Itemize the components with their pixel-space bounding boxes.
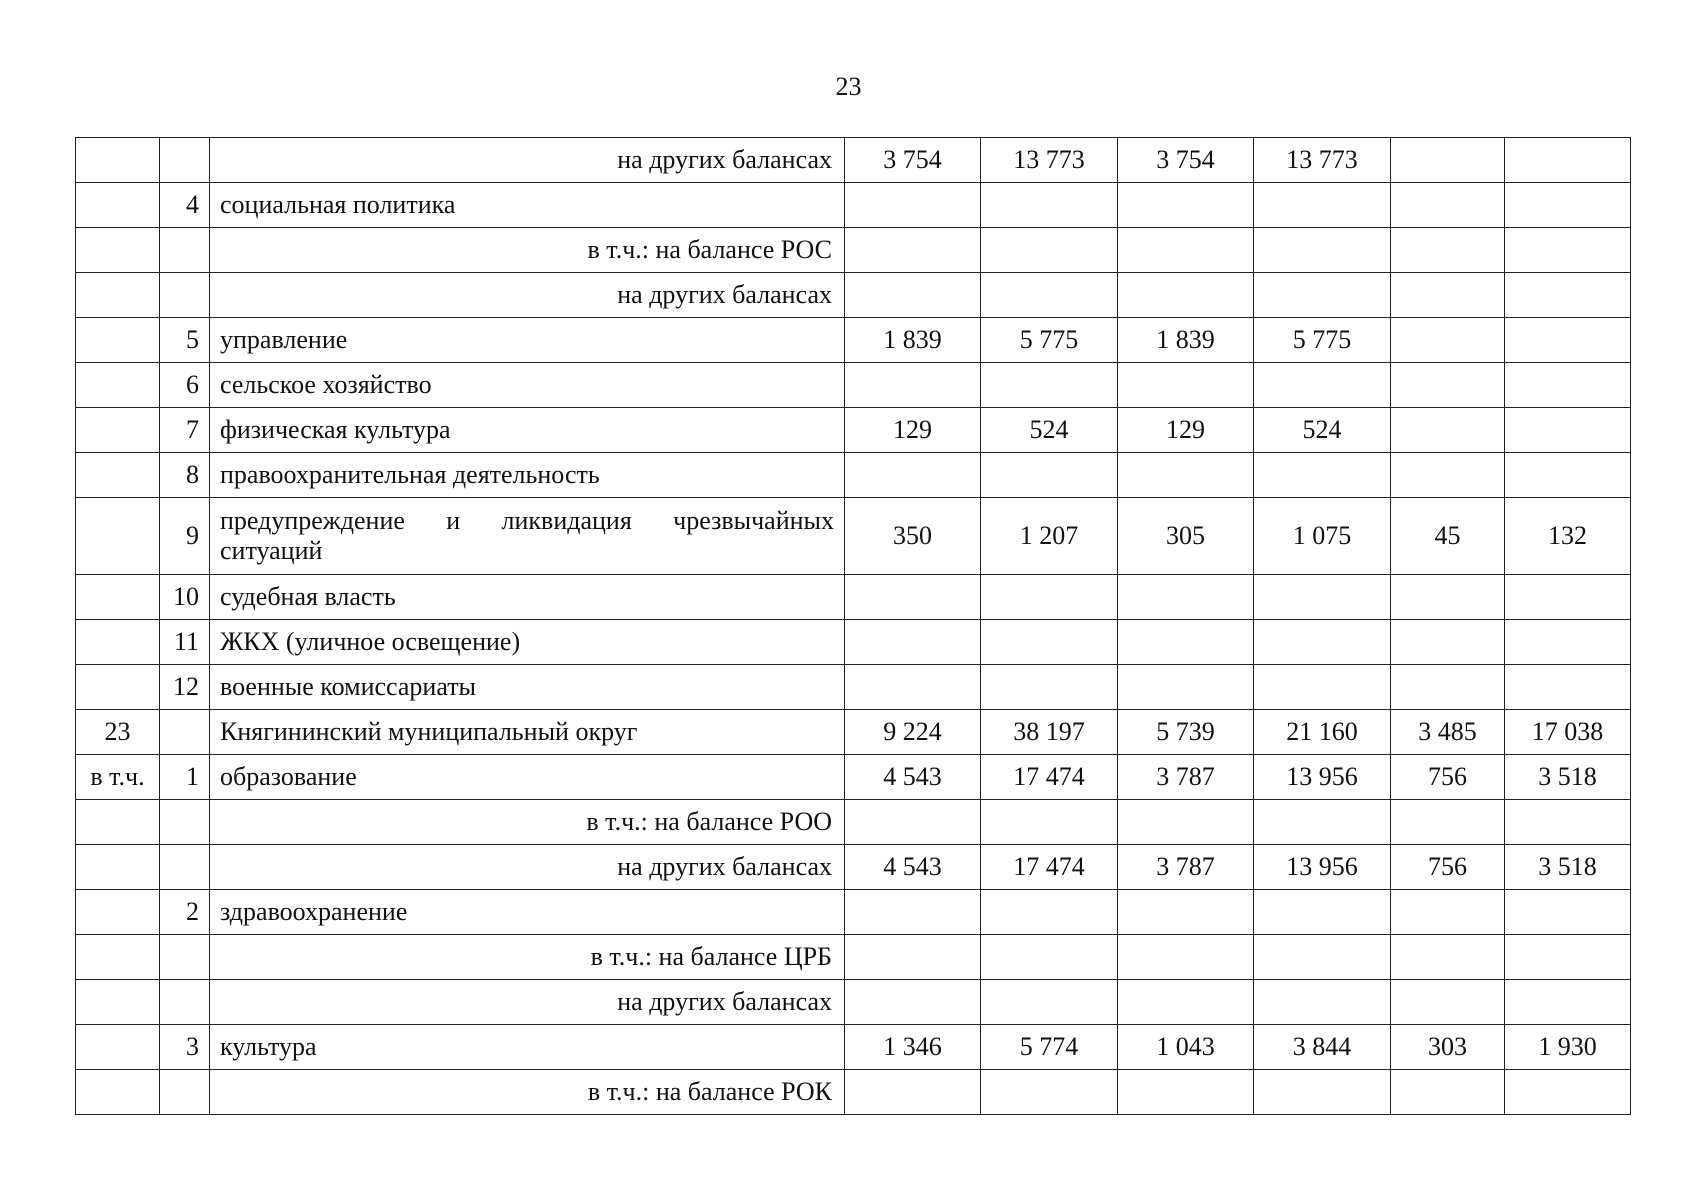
- row-number-cell: 3: [160, 1025, 210, 1070]
- value-cell: [1505, 665, 1631, 710]
- value-cell: [1505, 980, 1631, 1025]
- row-group-cell: [76, 665, 160, 710]
- row-name-cell: в т.ч.: на балансе РОК: [210, 1070, 845, 1115]
- value-cell: 3 844: [1254, 1025, 1391, 1070]
- value-cell: [1118, 453, 1254, 498]
- value-cell: [1118, 980, 1254, 1025]
- value-cell: [1254, 1070, 1391, 1115]
- row-number-cell: 2: [160, 890, 210, 935]
- row-number-cell: 1: [160, 755, 210, 800]
- table-row: [76, 890, 1631, 935]
- value-cell: 350: [845, 498, 981, 575]
- row-number-cell: [160, 1070, 210, 1115]
- value-cell: [981, 980, 1118, 1025]
- value-cell: 9 224: [845, 710, 981, 755]
- row-group-cell: [76, 228, 160, 273]
- value-cell: 5 775: [1254, 318, 1391, 363]
- value-cell: 524: [1254, 408, 1391, 453]
- value-cell: [981, 800, 1118, 845]
- value-cell: 756: [1391, 755, 1505, 800]
- value-cell: [1254, 575, 1391, 620]
- value-cell: 5 739: [1118, 710, 1254, 755]
- value-cell: 3 754: [1118, 138, 1254, 183]
- row-group-cell: [76, 408, 160, 453]
- value-cell: [1391, 575, 1505, 620]
- value-cell: [1505, 800, 1631, 845]
- value-cell: [1391, 800, 1505, 845]
- table-row: [76, 408, 1631, 453]
- value-cell: 17 038: [1505, 710, 1631, 755]
- row-name-cell: на других балансах: [210, 273, 845, 318]
- row-number-cell: [160, 273, 210, 318]
- table-row: [76, 980, 1631, 1025]
- value-cell: 5 775: [981, 318, 1118, 363]
- row-number-cell: [160, 980, 210, 1025]
- value-cell: 13 956: [1254, 845, 1391, 890]
- row-name-cell: на других балансах: [210, 138, 845, 183]
- value-cell: 1 839: [845, 318, 981, 363]
- value-cell: [1254, 890, 1391, 935]
- value-cell: [1254, 620, 1391, 665]
- value-cell: [981, 363, 1118, 408]
- value-cell: [1118, 363, 1254, 408]
- row-name-cell: правоохранительная деятельность: [210, 453, 845, 498]
- value-cell: 13 773: [1254, 138, 1391, 183]
- row-name-cell: военные комиссариаты: [210, 665, 845, 710]
- value-cell: 1 207: [981, 498, 1118, 575]
- value-cell: 3 485: [1391, 710, 1505, 755]
- value-cell: 756: [1391, 845, 1505, 890]
- value-cell: [1118, 890, 1254, 935]
- row-name-cell: в т.ч.: на балансе РОО: [210, 800, 845, 845]
- value-cell: [1254, 935, 1391, 980]
- value-cell: [981, 1070, 1118, 1115]
- row-name-cell: физическая культура: [210, 408, 845, 453]
- row-group-cell: [76, 1025, 160, 1070]
- row-group-cell: [76, 980, 160, 1025]
- table-row: [76, 453, 1631, 498]
- table-row: [76, 498, 1631, 575]
- value-cell: [1118, 935, 1254, 980]
- table-row: [76, 665, 1631, 710]
- row-number-cell: [160, 845, 210, 890]
- value-cell: 4 543: [845, 845, 981, 890]
- value-cell: [1391, 408, 1505, 453]
- value-cell: [1118, 1070, 1254, 1115]
- value-cell: [845, 935, 981, 980]
- value-cell: [1505, 890, 1631, 935]
- row-number-cell: 6: [160, 363, 210, 408]
- row-group-cell: [76, 935, 160, 980]
- value-cell: [1391, 273, 1505, 318]
- value-cell: [845, 800, 981, 845]
- value-cell: [1254, 665, 1391, 710]
- table-row: [76, 273, 1631, 318]
- table-row: [76, 575, 1631, 620]
- row-group-cell: [76, 890, 160, 935]
- table-row: [76, 228, 1631, 273]
- value-cell: 3 787: [1118, 755, 1254, 800]
- row-group-cell: [76, 498, 160, 575]
- value-cell: [1254, 980, 1391, 1025]
- value-cell: [1505, 318, 1631, 363]
- value-cell: [981, 620, 1118, 665]
- value-cell: [981, 665, 1118, 710]
- row-number-cell: 10: [160, 575, 210, 620]
- value-cell: [845, 453, 981, 498]
- row-name-cell: Княгининский муниципальный округ: [210, 710, 845, 755]
- value-cell: 4 543: [845, 755, 981, 800]
- page-number: 23: [835, 72, 862, 101]
- table-row: [76, 800, 1631, 845]
- row-number-cell: 5: [160, 318, 210, 363]
- value-cell: 303: [1391, 1025, 1505, 1070]
- value-cell: 1 075: [1254, 498, 1391, 575]
- table-row: [76, 710, 1631, 755]
- value-cell: [1391, 890, 1505, 935]
- row-group-cell: [76, 138, 160, 183]
- value-cell: 21 160: [1254, 710, 1391, 755]
- value-cell: 3 518: [1505, 755, 1631, 800]
- value-cell: [1391, 228, 1505, 273]
- row-number-cell: [160, 935, 210, 980]
- value-cell: [1254, 453, 1391, 498]
- value-cell: [1505, 138, 1631, 183]
- value-cell: [1391, 453, 1505, 498]
- value-cell: 17 474: [981, 845, 1118, 890]
- row-group-cell: [76, 575, 160, 620]
- value-cell: 1 043: [1118, 1025, 1254, 1070]
- value-cell: [1505, 575, 1631, 620]
- table-row: [76, 318, 1631, 363]
- table-row: [76, 1025, 1631, 1070]
- row-name-cell: на других балансах: [210, 980, 845, 1025]
- value-cell: [1391, 935, 1505, 980]
- value-cell: [845, 575, 981, 620]
- row-name-cell: ЖКХ (уличное освещение): [210, 620, 845, 665]
- value-cell: [1254, 800, 1391, 845]
- value-cell: [845, 980, 981, 1025]
- row-number-cell: 4: [160, 183, 210, 228]
- value-cell: [845, 890, 981, 935]
- value-cell: [1118, 800, 1254, 845]
- row-number-cell: [160, 710, 210, 755]
- row-name-cell: в т.ч.: на балансе РОС: [210, 228, 845, 273]
- value-cell: [1118, 665, 1254, 710]
- value-cell: [1118, 620, 1254, 665]
- value-cell: [1118, 228, 1254, 273]
- table-row: [76, 935, 1631, 980]
- value-cell: 45: [1391, 498, 1505, 575]
- row-group-cell: [76, 620, 160, 665]
- value-cell: [981, 453, 1118, 498]
- value-cell: [1391, 980, 1505, 1025]
- value-cell: [845, 273, 981, 318]
- value-cell: 129: [1118, 408, 1254, 453]
- value-cell: [1118, 575, 1254, 620]
- value-cell: [1391, 665, 1505, 710]
- value-cell: [845, 620, 981, 665]
- data-table: [75, 137, 1631, 1115]
- row-number-cell: [160, 228, 210, 273]
- value-cell: 1 930: [1505, 1025, 1631, 1070]
- row-name-cell: культура: [210, 1025, 845, 1070]
- row-number-cell: 11: [160, 620, 210, 665]
- value-cell: 132: [1505, 498, 1631, 575]
- row-group-cell: [76, 183, 160, 228]
- row-name-cell: управление: [210, 318, 845, 363]
- row-number-cell: [160, 138, 210, 183]
- row-group-cell: [76, 273, 160, 318]
- value-cell: [845, 228, 981, 273]
- value-cell: [1505, 453, 1631, 498]
- value-cell: 3 754: [845, 138, 981, 183]
- row-number-cell: 8: [160, 453, 210, 498]
- table-row: [76, 138, 1631, 183]
- table-row: [76, 755, 1631, 800]
- table-row: [76, 183, 1631, 228]
- row-name-cell: образование: [210, 755, 845, 800]
- value-cell: [1254, 363, 1391, 408]
- value-cell: 13 773: [981, 138, 1118, 183]
- value-cell: [1391, 138, 1505, 183]
- value-cell: [981, 890, 1118, 935]
- value-cell: [1254, 228, 1391, 273]
- row-group-cell: [76, 845, 160, 890]
- row-number-cell: 7: [160, 408, 210, 453]
- value-cell: [1505, 1070, 1631, 1115]
- row-group-cell: [76, 318, 160, 363]
- row-number-cell: 12: [160, 665, 210, 710]
- value-cell: [1254, 183, 1391, 228]
- value-cell: 17 474: [981, 755, 1118, 800]
- value-cell: 1 346: [845, 1025, 981, 1070]
- row-name-cell: в т.ч.: на балансе ЦРБ: [210, 935, 845, 980]
- value-cell: [1505, 363, 1631, 408]
- row-name-cell: сельское хозяйство: [210, 363, 845, 408]
- row-name-cell: социальная политика: [210, 183, 845, 228]
- value-cell: [1391, 1070, 1505, 1115]
- value-cell: [1391, 363, 1505, 408]
- row-name-cell: здравоохранение: [210, 890, 845, 935]
- row-number-cell: 9: [160, 498, 210, 575]
- row-group-cell: в т.ч.: [76, 755, 160, 800]
- value-cell: 38 197: [981, 710, 1118, 755]
- value-cell: 1 839: [1118, 318, 1254, 363]
- value-cell: [845, 183, 981, 228]
- row-group-cell: 23: [76, 710, 160, 755]
- value-cell: [981, 228, 1118, 273]
- value-cell: [845, 363, 981, 408]
- value-cell: [981, 273, 1118, 318]
- table-row: [76, 845, 1631, 890]
- value-cell: 5 774: [981, 1025, 1118, 1070]
- value-cell: [1505, 228, 1631, 273]
- value-cell: [1118, 273, 1254, 318]
- row-name-cell: судебная власть: [210, 575, 845, 620]
- value-cell: 305: [1118, 498, 1254, 575]
- value-cell: 524: [981, 408, 1118, 453]
- value-cell: [845, 665, 981, 710]
- value-cell: [981, 183, 1118, 228]
- value-cell: [1505, 408, 1631, 453]
- value-cell: [1505, 620, 1631, 665]
- row-group-cell: [76, 453, 160, 498]
- value-cell: [1505, 935, 1631, 980]
- row-name-cell: предупреждение и ликвидация чрезвычайных ситуаций: [210, 498, 845, 575]
- value-cell: [1391, 620, 1505, 665]
- row-group-cell: [76, 800, 160, 845]
- value-cell: 3 518: [1505, 845, 1631, 890]
- table-row: [76, 363, 1631, 408]
- value-cell: [1391, 183, 1505, 228]
- value-cell: 13 956: [1254, 755, 1391, 800]
- table-row: [76, 1070, 1631, 1115]
- value-cell: [1391, 318, 1505, 363]
- value-cell: [981, 935, 1118, 980]
- value-cell: [845, 1070, 981, 1115]
- value-cell: [1505, 183, 1631, 228]
- value-cell: [1118, 183, 1254, 228]
- value-cell: [1505, 273, 1631, 318]
- row-group-cell: [76, 1070, 160, 1115]
- value-cell: [1254, 273, 1391, 318]
- row-name-cell: на других балансах: [210, 845, 845, 890]
- table-row: [76, 620, 1631, 665]
- value-cell: [981, 575, 1118, 620]
- row-number-cell: [160, 800, 210, 845]
- value-cell: 129: [845, 408, 981, 453]
- value-cell: 3 787: [1118, 845, 1254, 890]
- row-group-cell: [76, 363, 160, 408]
